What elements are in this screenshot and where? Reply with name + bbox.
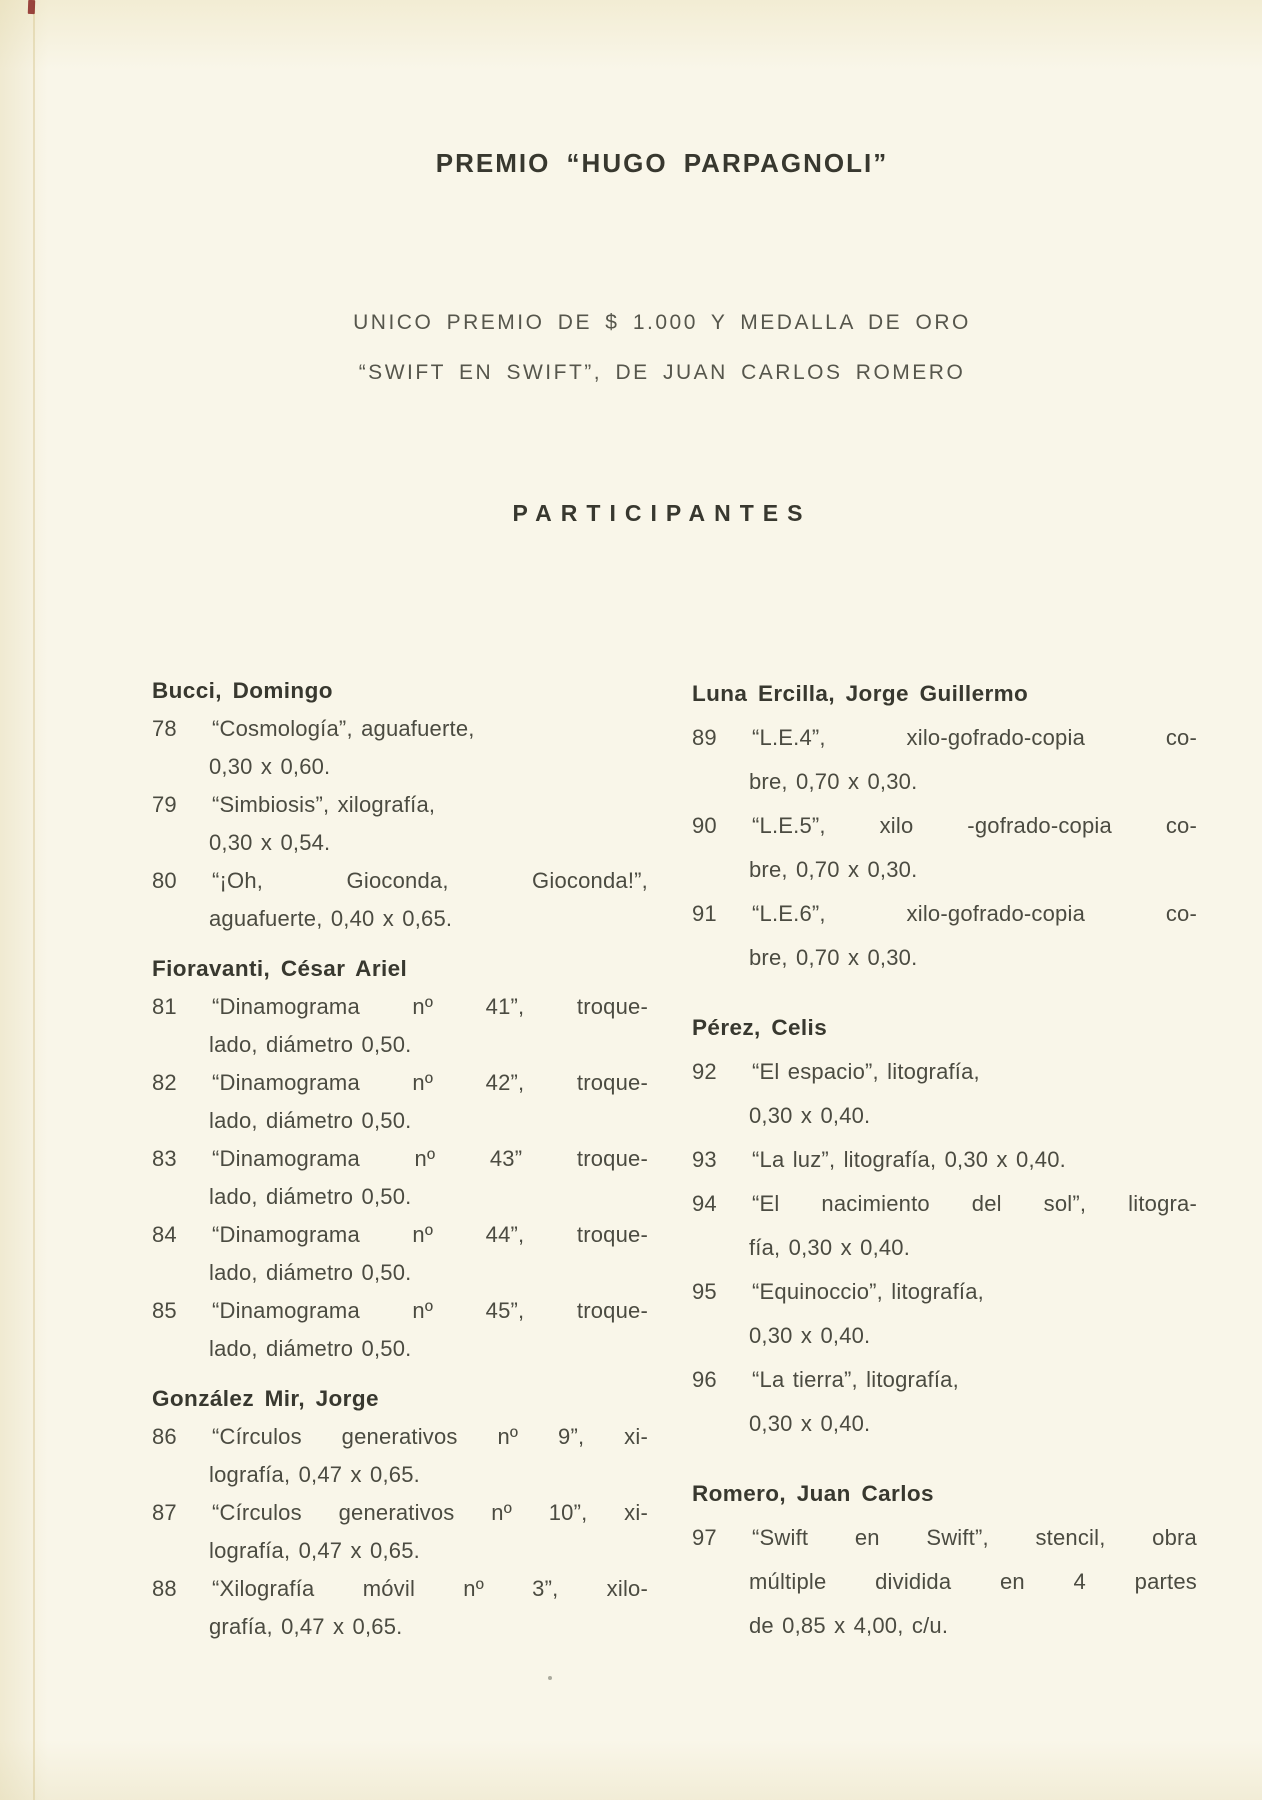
work-line: aguafuerte, 0,40 x 0,65.	[209, 906, 453, 931]
artist-group	[152, 1380, 648, 1646]
work-number: 91	[692, 901, 717, 926]
work-line: lado, diámetro 0,50.	[209, 1032, 412, 1057]
work-number: 89	[692, 725, 717, 750]
work-line: lado, diámetro 0,50.	[209, 1260, 412, 1285]
work-line: “¡Oh, Gioconda, Gioconda!”,	[212, 868, 648, 893]
work-line: “Círculos generativos nº 10”, xi-	[212, 1500, 648, 1525]
artist-group	[692, 1472, 1197, 1648]
work-item	[152, 1292, 648, 1368]
work-line: 0,30 x 0,54.	[209, 830, 331, 855]
work-line: bre, 0,70 x 0,30.	[749, 945, 918, 970]
subtitle-line: UNICO PREMIO DE $ 1.000 Y MEDALLA DE ORO	[353, 311, 971, 334]
work-item	[692, 716, 1197, 804]
work-number: 83	[152, 1146, 177, 1171]
work-line: “Dinamograma nº 45”, troque-	[212, 1298, 648, 1323]
work-number: 84	[152, 1222, 177, 1247]
work-line: “Dinamograma nº 41”, troque-	[212, 994, 648, 1019]
work-line: “L.E.6”, xilo-gofrado-copia co-	[752, 901, 1197, 926]
work-number: 95	[692, 1279, 717, 1304]
work-number: 80	[152, 868, 177, 893]
work-line: lografía, 0,47 x 0,65.	[209, 1538, 420, 1563]
work-line: de 0,85 x 4,00, c/u.	[749, 1613, 949, 1638]
work-item	[152, 1570, 648, 1646]
work-item	[152, 1140, 648, 1216]
work-line: 0,30 x 0,40.	[749, 1323, 871, 1348]
work-line: “L.E.5”, xilo -gofrado-copia co-	[752, 813, 1197, 838]
work-number: 81	[152, 994, 177, 1019]
section-heading: PARTICIPANTES	[512, 500, 812, 526]
work-number: 93	[692, 1147, 717, 1172]
work-number: 85	[152, 1298, 177, 1323]
work-item	[692, 1050, 1197, 1138]
work-number: 96	[692, 1367, 717, 1392]
paper-fold-line	[33, 0, 35, 1800]
work-line: “La luz”, litografía, 0,30 x 0,40.	[752, 1147, 1066, 1172]
artist-name: Luna Ercilla, Jorge Guillermo	[692, 681, 1029, 706]
artist-group	[692, 672, 1197, 980]
work-line: “Círculos generativos nº 9”, xi-	[212, 1424, 648, 1449]
work-line: “Dinamograma nº 43” troque-	[212, 1146, 648, 1171]
work-item	[152, 1216, 648, 1292]
work-line: múltiple dividida en 4 partes	[749, 1569, 1197, 1594]
subtitle-line: “SWIFT EN SWIFT”, DE JUAN CARLOS ROMERO	[358, 361, 966, 384]
work-line: 0,30 x 0,40.	[749, 1103, 871, 1128]
work-item	[152, 1418, 648, 1494]
column-left	[152, 672, 648, 1646]
work-line: grafía, 0,47 x 0,65.	[209, 1614, 403, 1639]
artist-group	[692, 1006, 1197, 1446]
work-item	[152, 988, 648, 1064]
work-number: 82	[152, 1070, 177, 1095]
prize-subtitle	[152, 298, 1172, 398]
work-line: “Xilografía móvil nº 3”, xilo-	[212, 1576, 648, 1601]
work-number: 90	[692, 813, 717, 838]
work-line: bre, 0,70 x 0,30.	[749, 857, 918, 882]
artist-group	[152, 950, 648, 1368]
artist-name: Romero, Juan Carlos	[692, 1481, 934, 1506]
work-line: 0,30 x 0,40.	[749, 1411, 871, 1436]
work-item	[152, 786, 648, 862]
work-line: “Swift en Swift”, stencil, obra	[752, 1525, 1197, 1550]
work-number: 87	[152, 1500, 177, 1525]
red-ink-mark	[28, 0, 35, 14]
work-number: 92	[692, 1059, 717, 1084]
artist-name: Bucci, Domingo	[152, 678, 333, 703]
work-line: “Dinamograma nº 44”, troque-	[212, 1222, 648, 1247]
work-item	[692, 1270, 1197, 1358]
work-line: lado, diámetro 0,50.	[209, 1184, 412, 1209]
work-number: 97	[692, 1525, 717, 1550]
work-number: 88	[152, 1576, 177, 1601]
work-line: “Cosmología”, aguafuerte,	[212, 716, 475, 741]
work-line: fía, 0,30 x 0,40.	[749, 1235, 911, 1260]
artist-name: Pérez, Celis	[692, 1015, 828, 1040]
artist-name: Fioravanti, César Ariel	[152, 956, 408, 981]
work-line: “L.E.4”, xilo-gofrado-copia co-	[752, 725, 1197, 750]
work-number: 86	[152, 1424, 177, 1449]
work-item	[152, 862, 648, 938]
work-number: 79	[152, 792, 177, 817]
work-number: 94	[692, 1191, 717, 1216]
work-item	[152, 1494, 648, 1570]
work-line: “El nacimiento del sol”, litogra-	[752, 1191, 1197, 1216]
work-line: lado, diámetro 0,50.	[209, 1108, 412, 1133]
work-line: lografía, 0,47 x 0,65.	[209, 1462, 420, 1487]
work-line: “Dinamograma nº 42”, troque-	[212, 1070, 648, 1095]
work-item	[692, 1358, 1197, 1446]
work-item	[692, 892, 1197, 980]
column-right	[692, 672, 1197, 1648]
work-item	[152, 1064, 648, 1140]
work-item	[692, 804, 1197, 892]
work-item	[692, 1182, 1197, 1270]
work-line: “La tierra”, litografía,	[752, 1367, 959, 1392]
work-line: “El espacio”, litografía,	[752, 1059, 980, 1084]
work-line: “Simbiosis”, xilografía,	[212, 792, 436, 817]
work-line: bre, 0,70 x 0,30.	[749, 769, 918, 794]
work-line: lado, diámetro 0,50.	[209, 1336, 412, 1361]
artist-group	[152, 672, 648, 938]
work-item	[692, 1516, 1197, 1648]
work-line: 0,30 x 0,60.	[209, 754, 331, 779]
work-item	[692, 1138, 1197, 1182]
work-line: “Equinoccio”, litografía,	[752, 1279, 984, 1304]
work-item	[152, 710, 648, 786]
artist-name: González Mir, Jorge	[152, 1386, 379, 1411]
page-title: PREMIO “HUGO PARPAGNOLI”	[435, 148, 889, 178]
work-number: 78	[152, 716, 177, 741]
scan-speck	[548, 1676, 552, 1680]
